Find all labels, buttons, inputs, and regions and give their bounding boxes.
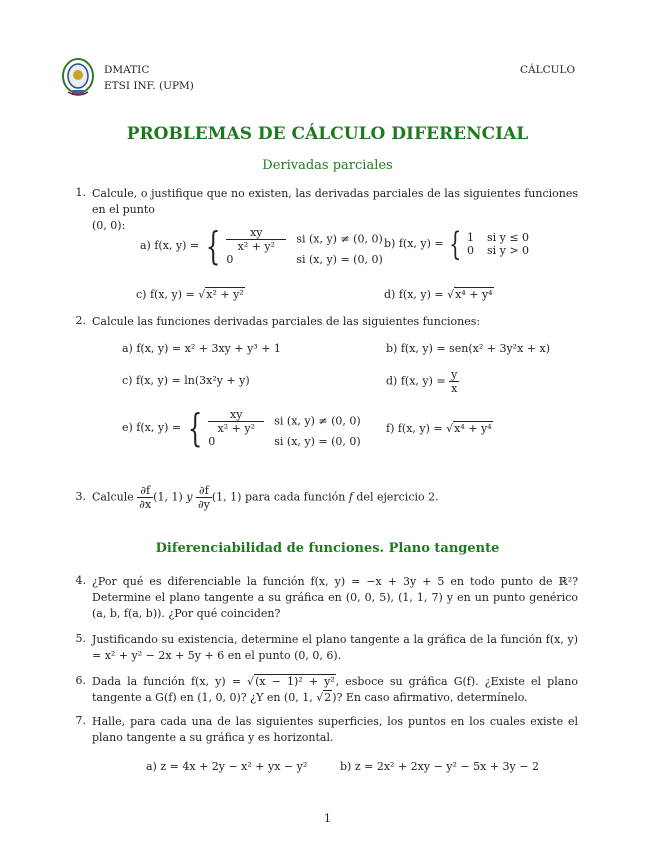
header-school: ETSI INF. (UPM) [104,80,194,92]
problem-6-mid: , esboce su gráfica G(f). ¿Existe el plano tangente a G(f) en (1, 0, 0)? ¿Y en (0, 1, [92,675,578,704]
problem-3-post2: del ejercicio 2. [356,490,439,504]
problem-1-statement: Calcule, o justifique que no existen, las derivadas parciales de las siguientes funciones en el punto [92,187,578,216]
cases [208,408,360,448]
ex1-a-label: a) f(x, y) = [140,239,200,252]
ex1-d: d) f(x, y) = √x⁴ + y⁴ [384,288,493,301]
frac-denominator: x² + y² [217,422,255,435]
problem-number: 3. [75,490,86,503]
case-condition: si y ≤ 0 [486,231,530,244]
problem-4-text: ¿Por qué es diferenciable la función f(x, y) = −x + 3y + 5 en todo punto de ℝ²? Determine el plano tangente a su gráfica en (0, 0, 5), (1, 1, 7) y en un punto genérico (a, b, f(a, b)). ¿Por qué coinciden? [92,575,578,620]
frac-denominator: ∂x [139,498,152,511]
conjunction: y [186,490,193,504]
ex1-b-label: b) f(x, y) = [384,237,444,250]
header-subject: CÁLCULO [520,64,576,76]
problem-6-text: Dada la función f(x, y) = √(x − 1)² + y², esboce su gráfica G(f). ¿Existe el plano tangente a G(f) en (1, 0, 0)? ¿Y en (0, 1, √2)? En caso afirmativo, determínelo. [92,675,578,704]
ex2-d-label: d) f(x, y) = [386,374,446,388]
problem-number: 5. [75,632,86,645]
page-title: PROBLEMAS DE CÁLCULO DIFERENCIAL [126,124,529,144]
case-condition: si (x, y) = (0, 0) [274,435,361,448]
ex1-c: c) f(x, y) = √x² + y² [136,288,244,301]
problem-2-text: Calcule las funciones derivadas parciales de las siguientes funciones: [92,315,481,328]
radicand: x² + y² [206,288,244,301]
eval-point: (1, 1) [153,490,183,504]
problem-6-pre: Dada la función [92,675,185,688]
ex1-b [384,225,530,263]
case-condition: si (x, y) = (0, 0) [296,253,383,266]
problem-1-point: (0, 0): [92,219,126,232]
problem-6-post: )? En caso afirmativo, determínelo. [332,691,528,704]
ex1-d-label: d) f(x, y) = [384,288,444,301]
radicand: x⁴ + y⁴ [455,288,493,301]
case-value: 0 [466,244,474,257]
problem-number: 7. [75,714,86,727]
frac-denominator: x² + y² [237,240,276,253]
frac-denominator: ∂y [197,498,210,511]
problem-number: 1. [75,186,86,199]
frac-numerator: xy [226,226,286,240]
problem-number: 2. [75,314,86,327]
problem-3-text [92,484,439,511]
ex2-e-label: e) f(x, y) = [122,421,182,434]
frac-numerator: ∂f [137,484,153,498]
problem-7-text: Halle, para cada una de las siguientes superficies, los puntos en los cuales existe el plano tangente a su gráfica y es horizontal. [92,715,578,744]
ex2-b: b) f(x, y) = sen(x² + 3y²x + x) [386,342,550,355]
ex1-c-label: c) f(x, y) = [136,288,195,301]
case-condition: si y > 0 [486,244,530,257]
radicand: 2 [324,691,332,704]
problem-6-function: f(x, y) = [190,675,241,688]
problem-5-text: Justificando su existencia, determine el plano tangente a la gráfica de la función f(x, y) = x² + y² − 2x + 5y + 6 en el punto (0, 0, 6). [92,633,578,662]
frac-numerator: y [451,368,458,381]
problem-number: 6. [75,674,86,687]
frac-numerator: ∂f [196,484,212,498]
brace: { [205,224,220,268]
ex2-d [386,368,459,395]
cases [467,231,529,257]
ex2-f-label: f) f(x, y) = [386,422,443,435]
cases [226,226,382,266]
ex1-a [140,226,383,266]
radicand: x⁴ + y⁴ [454,422,492,435]
radicand: (x − 1)² + y² [255,675,335,688]
brace: { [187,406,202,450]
case-value: 0 [226,253,234,266]
ex2-a: a) f(x, y) = x² + 3xy + y³ + 1 [122,342,281,355]
header-dept: DMATIC [104,64,150,76]
ex2-f: f) f(x, y) = √x⁴ + y⁴ [386,422,492,435]
section-title-partial-derivatives: Derivadas parciales [262,158,393,173]
page-number: 1 [324,812,331,825]
problem-number: 4. [75,574,86,587]
case-value: 1 [466,231,474,244]
case-condition: si (x, y) ≠ (0, 0) [296,232,383,246]
case-value: 0 [208,435,216,448]
frac-denominator: x [451,382,458,395]
ex2-c: c) f(x, y) = ln(3x²y + y) [122,374,250,387]
function-var: f [348,490,353,504]
problem-3-post: (1, 1) para cada función [211,490,346,504]
ex2-e [122,408,361,448]
section-title-differentiability: Diferenciabilidad de funciones. Plano tangente [155,541,500,556]
problem-3-pre: Calcule [92,490,134,504]
ex7-a: a) z = 4x + 2y − x² + yx − y² [146,760,308,773]
university-seal-logo [60,56,96,98]
case-condition: si (x, y) ≠ (0, 0) [274,414,361,428]
brace: { [449,225,462,263]
frac-numerator: xy [208,408,264,422]
ex7-b: b) z = 2x² + 2xy − y² − 5x + 3y − 2 [340,760,539,773]
